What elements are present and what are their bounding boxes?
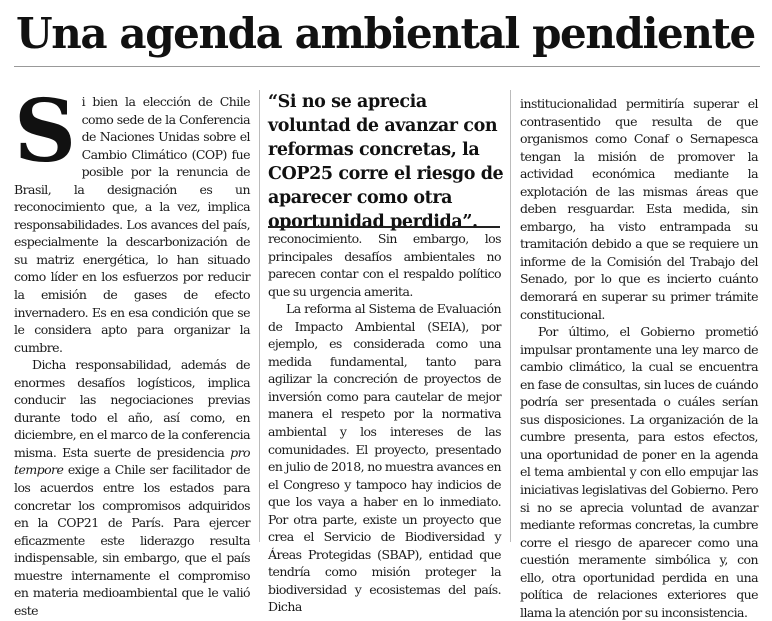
paragraph: institucionalidad permitiría superar el contrasentido que resulta de que organismos como Conaf o Sernapesca tengan la misión de promover la actividad económica mediante la explotación de las mismas áreas que deben resguardar. Esta medida, sin embargo, ha visto entrampada su tramitación debido a que se requiere un informe de la Comisión del Trabajo del Senado, por lo que es incierto cuánto demorará en superar su primer trámite constitucional. bbox=[520, 96, 758, 322]
article-column-2 bbox=[268, 230, 501, 615]
pull-quote-rule bbox=[268, 226, 500, 228]
paragraph bbox=[14, 81, 250, 356]
headline: Una agenda ambiental pendiente bbox=[16, 9, 755, 58]
headline-rule bbox=[14, 66, 760, 67]
paragraph bbox=[14, 356, 250, 619]
article-column-3 bbox=[520, 95, 758, 620]
column-divider bbox=[510, 90, 511, 542]
paragraph-text: i bien la elección de Chile como sede de la Conferencia de Naciones Unidas sobre el Cambio Climático (COP) fue posible por la renuncia de Brasil, la designación es un reconocimiento que, a la vez, implica responsabilidades. Los avances del país, especialmente la descarbonización de su matriz energética, lo han situado como líder en los esfuerzos por reducir la emisión de gases de efecto invernadero. Es en esa condición que se le considera apto para organizar la cumbre. bbox=[14, 94, 250, 355]
paragraph: Por último, el Gobierno prometió impulsar prontamente una ley marco de cambio climático, la cual se encuentra en fase de consultas, sin luces de cuándo podría ser presentada o cuáles serían sus disposiciones. La organización de la cumbre presenta, para estos efectos, una oportunidad de poner en la agenda el tema ambiental y con ello empujar las iniciativas legislativas del Gobierno. Pero si no se aprecia voluntad de avanzar mediante reformas concretas, la cumbre corre el riesgo de aparecer como una cuestión meramente simbólica y, con ello, otra oportunidad perdida en una política de relaciones exteriores que llama la atención por su inconsistencia. bbox=[520, 324, 758, 620]
drop-cap: S bbox=[14, 81, 76, 182]
paragraph: La reforma al Sistema de Evaluación de Impacto Ambiental (SEIA), por ejemplo, es considerada como una medida fundamental, tanto para agilizar la concreción de proyectos de inversión como para cautelar de mejor manera el respeto por la normativa ambiental y los intereses de las comunidades. El proyecto, presentado en julio de 2018, no muestra avances en el Congreso y tampoco hay indicios de que los vaya a haber en lo inmediato. Por otra parte, existe un proyecto que crea el Servicio de Biodiversidad y Áreas Protegidas (SBAP), entidad que tendría como misión proteger la biodiversidad y ecosistemas del país. Dicha bbox=[268, 301, 501, 615]
paragraph-text: Dicha responsabilidad, además de enormes desafíos logísticos, implica conducir las negociaciones previas durante todo el año, así como, en diciembre, en el marco de la conferencia misma. Esta suerte de presidencia bbox=[14, 357, 250, 460]
italic-phrase: pro tempore bbox=[14, 444, 250, 478]
column-divider bbox=[259, 90, 260, 542]
article-column-1 bbox=[14, 81, 250, 618]
pull-quote: “Si no se aprecia voluntad de avanzar con reformas concretas, la COP25 corre el riesgo de aparecer como otra oportunidad perdida”. bbox=[268, 92, 504, 232]
paragraph-text: exige a Chile ser facilitador de los acuerdos entre los estados para concretar los compromisos adquiridos en la COP21 de París. Para ejercer eficazmente este liderazgo resulta indispensable, sin embargo, que el país muestre internamente el compromiso en materia medioambiental que le valió este bbox=[14, 462, 250, 618]
paragraph: reconocimiento. Sin embargo, los principales desafíos ambientales no parecen contar con el respaldo político que su urgencia amerita. bbox=[268, 231, 501, 299]
